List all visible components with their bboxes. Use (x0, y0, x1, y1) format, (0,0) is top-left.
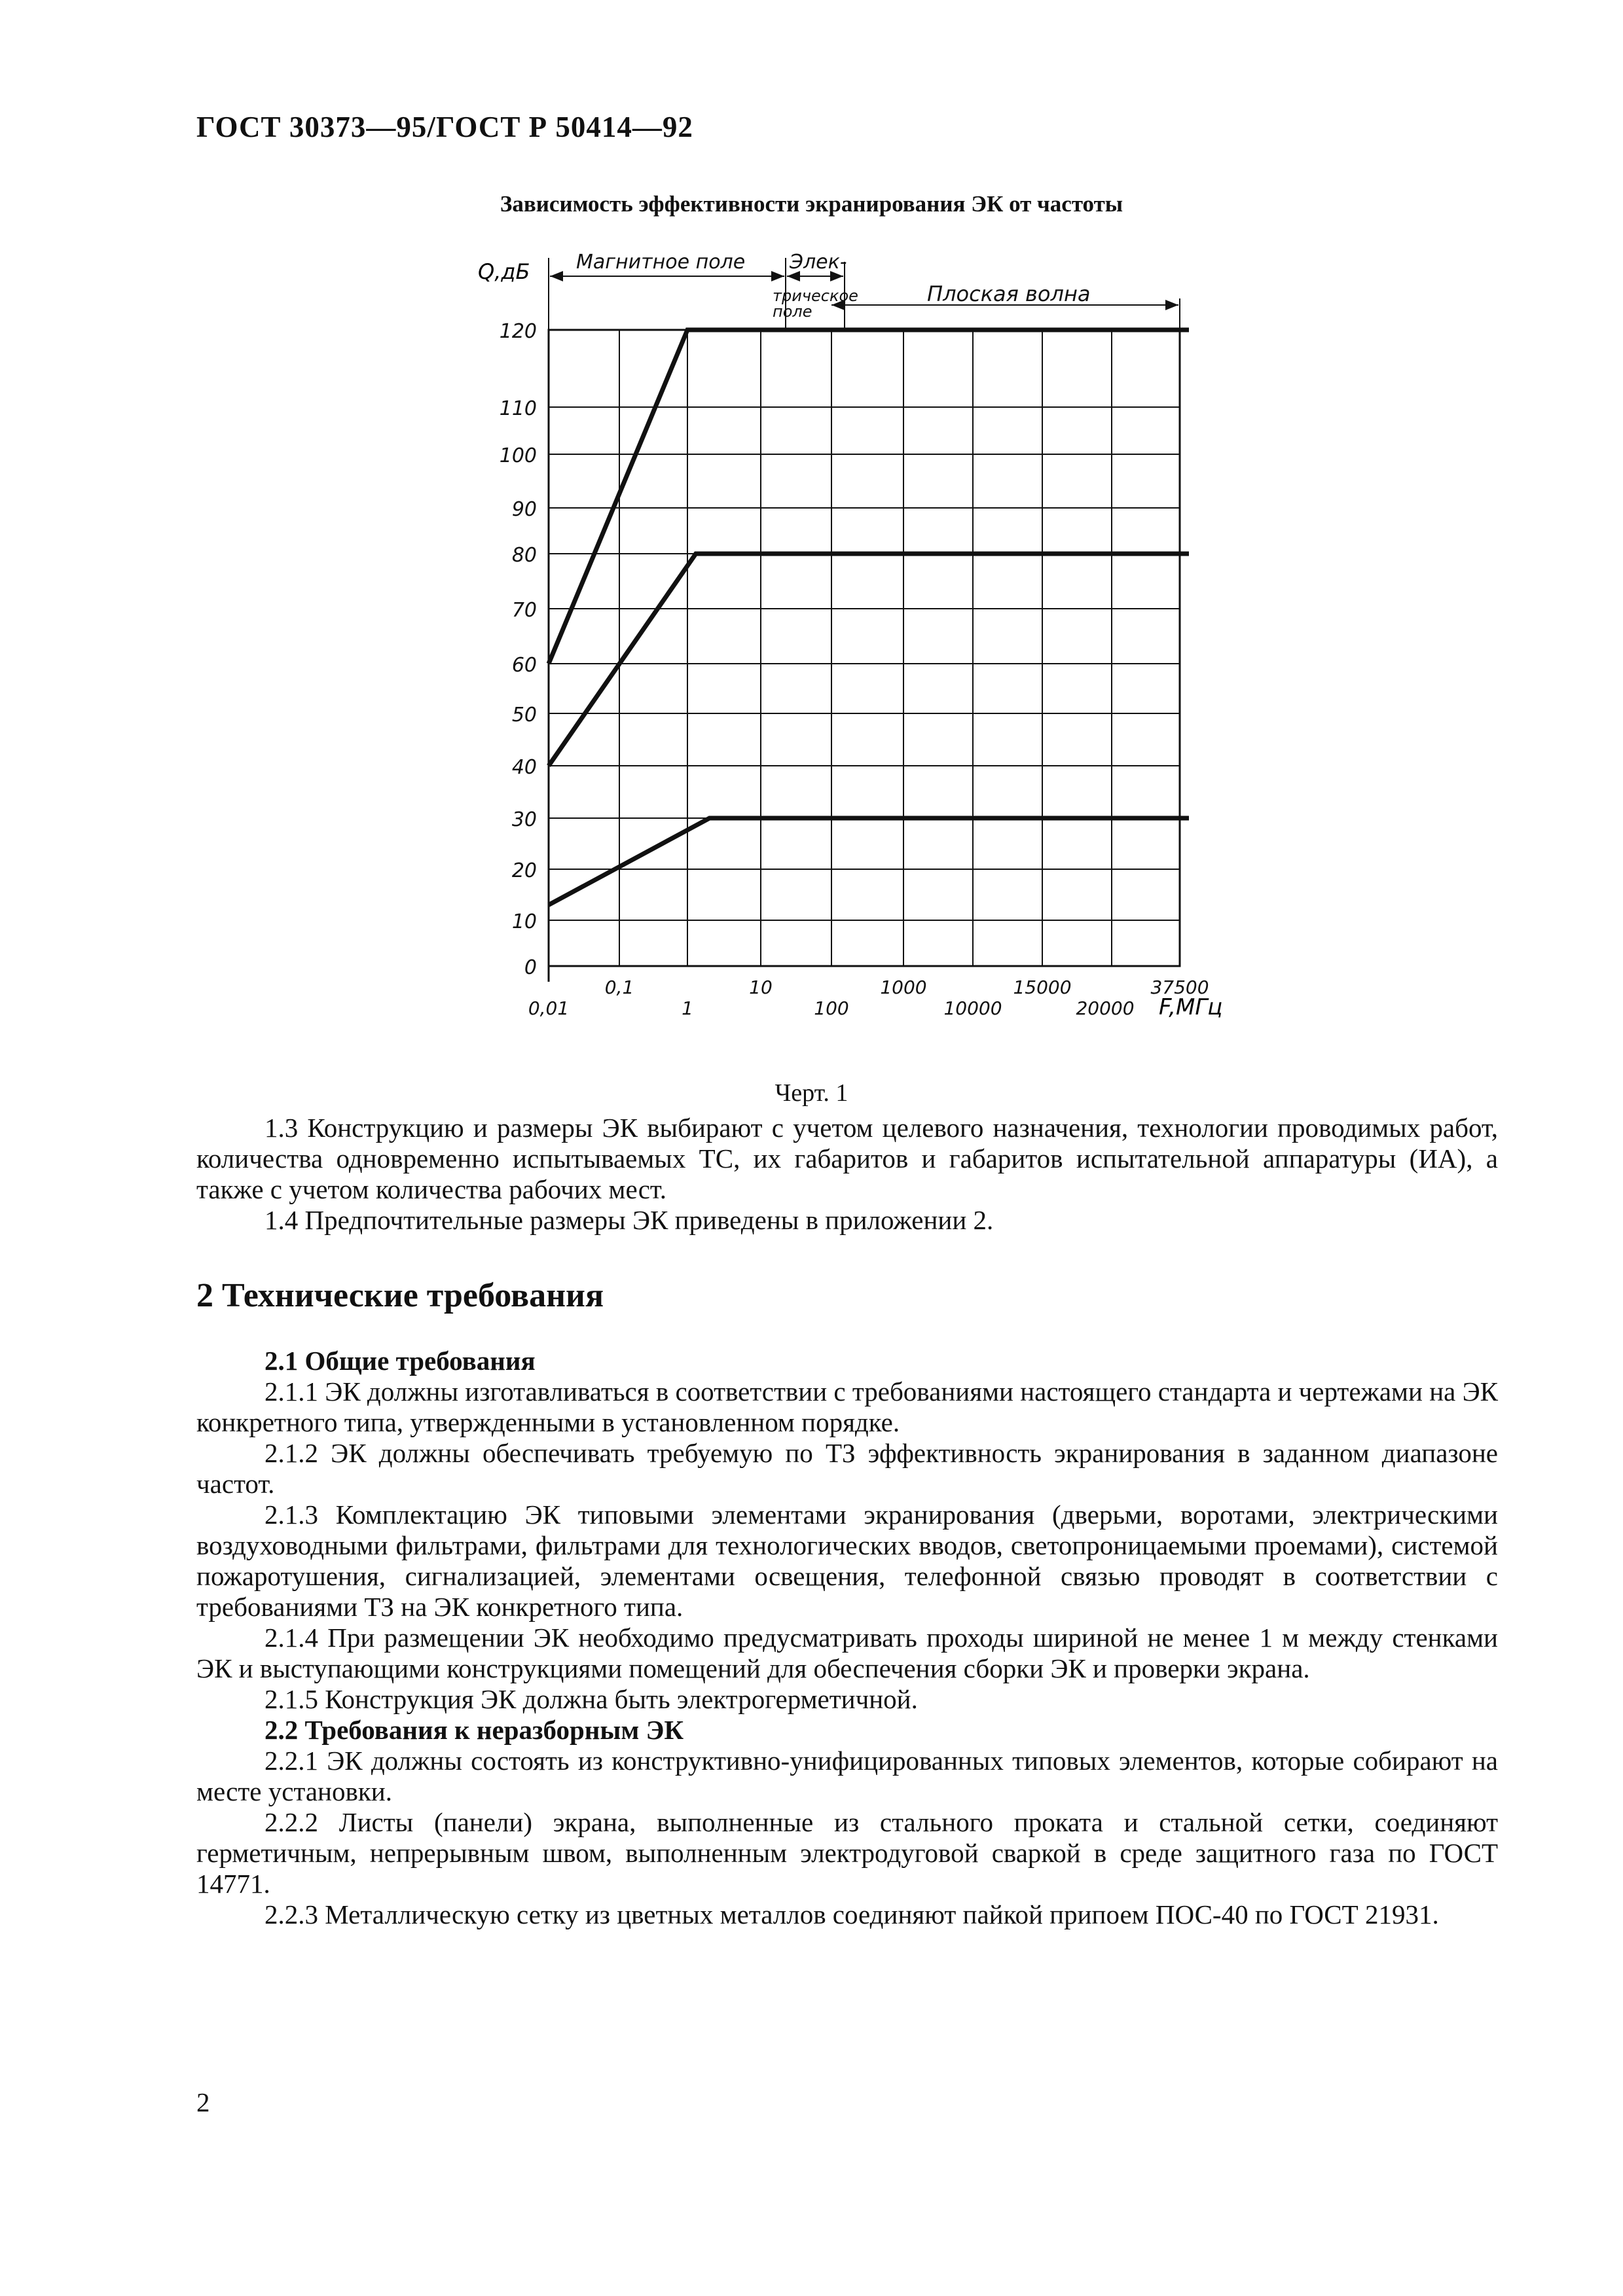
paragraph-2-1-4: 2.1.4 При размещении ЭК необходимо предусматривать проходы шириной не менее 1 м между стенками ЭК и выступающими конструкциями помещений для обеспечения сборки ЭК и проверки экрана. (196, 1623, 1498, 1683)
region-label: Элек- (790, 251, 847, 274)
plot-frame (549, 330, 1180, 966)
region-label: трическое (773, 287, 858, 305)
x-tick-label: 20000 (1076, 997, 1135, 1019)
y-tick-label: 50 (511, 704, 537, 726)
x-tick-labels (528, 977, 1209, 1019)
y-tick-label: 90 (511, 498, 537, 521)
paragraph-2-2-1: 2.2.1 ЭК должны состоять из конструктивно-унифицированных типовых элементов, которые собирают на месте установки. (196, 1746, 1498, 1806)
section-body (196, 1346, 1498, 1930)
paragraph-2-2-3: 2.2.3 Металлическую сетку из цветных металлов соединяют пайкой припоем ПОС-40 по ГОСТ 21931. (264, 1899, 1439, 1929)
paragraph-2-1-2: 2.1.2 ЭК должны обеспечивать требуемую по ТЗ эффективность экранирования в заданном диапазоне частот. (196, 1438, 1498, 1499)
x-axis-label: F,МГц (1159, 994, 1223, 1020)
series-line (549, 818, 1189, 905)
paragraph-1-3: 1.3 Конструкцию и размеры ЭК выбирают с учетом целевого назначения, технологии проводимых работ, количества одновременно испытываемых ТС, их габаритов и габаритов испытательной аппаратуры (ИА), а также с учетом количества рабочих мест. (196, 1113, 1498, 1204)
y-tick-label: 40 (511, 756, 537, 779)
figure-caption: Черт. 1 (775, 1079, 848, 1107)
series-line (549, 554, 1189, 766)
paragraph-2-1-3: 2.1.3 Комплектацию ЭК типовыми элементами экранирования (дверьми, воротами, электрическими воздуховодными фильтрами, фильтрами для технологических вводов, светопроницаемыми проемами), системой пожаротушения, сигнализацией, элементами освещения, телефонной связью проводят в соответствии с требованиями ТЗ на ЭК конкретного типа. (196, 1499, 1498, 1622)
x-tick-label: 0,1 (604, 977, 634, 998)
x-tick-label: 1 (682, 997, 693, 1019)
paragraph-1-4: 1.4 Предпочтительные размеры ЭК приведены в приложении 2. (264, 1205, 994, 1235)
region-annotations (549, 251, 1180, 340)
intro-paragraphs (196, 1113, 1498, 1236)
paragraph-2-1-1: 2.1.1 ЭК должны изготавливаться в соответствии с требованиями настоящего стандарта и чертежами на ЭК конкретного типа, утвержденными в установленном порядке. (196, 1376, 1498, 1437)
y-tick-label: 10 (511, 910, 537, 933)
region-label: Магнитное поле (576, 251, 746, 274)
x-tick-label: 15000 (1013, 977, 1072, 998)
region-label: поле (773, 302, 812, 321)
y-tick-label: 60 (511, 654, 537, 677)
figure-title: Зависимость эффективности экранирования ЭК от частоты (500, 191, 1123, 217)
document-header: ГОСТ 30373—95/ГОСТ Р 50414—92 (196, 111, 693, 143)
paragraph-2-2-2: 2.2.2 Листы (панели) экрана, выполненные из стального проката и стальной сетки, соединяют герметичным, непрерывным швом, выполненным электродуговой сваркой в среде защитного газа по ГОСТ 14771. (196, 1807, 1498, 1899)
y-tick-label: 0 (524, 956, 537, 979)
x-tick-label: 37500 (1150, 977, 1209, 998)
subsection-heading-2-1: 2.1 Общие требования (264, 1346, 536, 1376)
shielding-chart (478, 242, 1250, 1050)
x-tick-label: 10 (749, 977, 773, 998)
y-axis-label: Q,дБ (478, 259, 530, 284)
x-tick-label: 0,01 (528, 997, 570, 1019)
region-label: Плоская волна (927, 281, 1091, 306)
y-tick-label: 110 (499, 397, 537, 420)
chart-grid (549, 330, 1180, 982)
subsection-heading-2-2: 2.2 Требования к неразборным ЭК (264, 1715, 684, 1745)
series-line (549, 330, 1189, 664)
y-tick-label: 70 (511, 599, 537, 622)
y-tick-label: 80 (511, 544, 537, 567)
y-tick-label: 120 (499, 320, 537, 343)
x-tick-label: 100 (814, 997, 849, 1019)
section-title: 2 Технические требования (196, 1277, 604, 1314)
x-tick-label: 1000 (880, 977, 927, 998)
y-tick-label: 20 (511, 859, 537, 882)
x-tick-label: 10000 (943, 997, 1002, 1019)
paragraph-2-1-5: 2.1.5 Конструкция ЭК должна быть электрогерметичной. (264, 1684, 918, 1714)
y-tick-label: 100 (499, 444, 537, 467)
page-number: 2 (196, 2087, 210, 2117)
y-tick-labels (500, 320, 537, 979)
y-tick-label: 30 (511, 808, 537, 831)
